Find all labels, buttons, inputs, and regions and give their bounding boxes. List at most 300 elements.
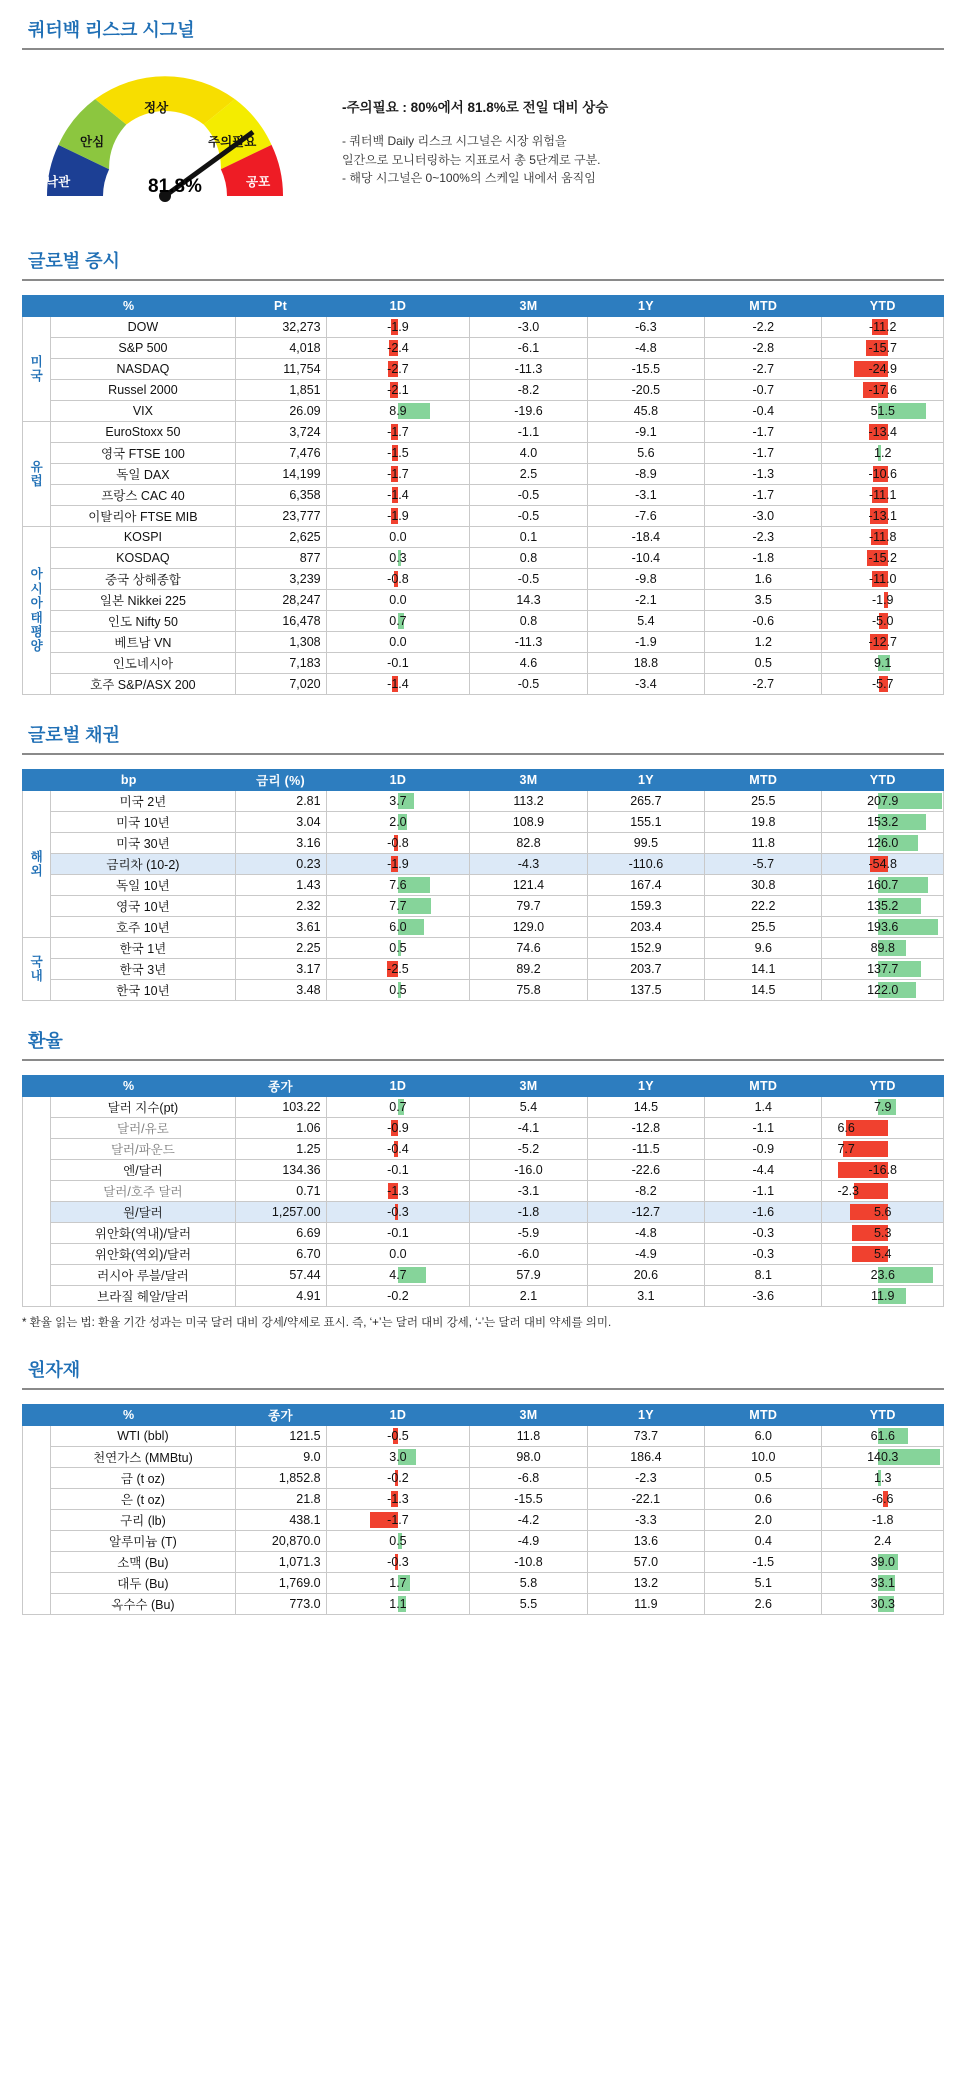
col-header-mtd: MTD — [705, 770, 822, 791]
row-name: 독일 10년 — [51, 875, 235, 896]
table-row — [23, 443, 944, 464]
row-ytd: -6.6 — [822, 1489, 944, 1510]
row-mtd: 1.4 — [705, 1097, 822, 1118]
row-name: 금 (t oz) — [51, 1468, 235, 1489]
table-row — [23, 1265, 944, 1286]
row-3m: 79.7 — [470, 896, 587, 917]
row-name: 브라질 헤알/달러 — [51, 1286, 235, 1307]
col-header-ytd: YTD — [822, 770, 944, 791]
row-close: 121.5 — [235, 1426, 326, 1447]
row-1y: 13.2 — [587, 1573, 704, 1594]
row-1y: -6.3 — [587, 317, 704, 338]
row-pt: 7,183 — [235, 653, 326, 674]
col-header-mtd: MTD — [705, 296, 822, 317]
table-row — [23, 485, 944, 506]
bond-table — [22, 769, 944, 1001]
row-1y: 18.8 — [587, 653, 704, 674]
table-row — [23, 875, 944, 896]
row-name: 미국 2년 — [51, 791, 235, 812]
row-3m: -3.0 — [470, 317, 587, 338]
row-ytd: -24.9 — [822, 359, 944, 380]
row-ytd: 1.2 — [822, 443, 944, 464]
row-name: 구리 (lb) — [51, 1510, 235, 1531]
row-name: Russel 2000 — [51, 380, 235, 401]
gauge-note-line-2: 일간으로 모니터링하는 지표로서 총 5단계로 구분. — [342, 152, 601, 167]
table-row — [23, 1447, 944, 1468]
col-header-close: 종가 — [235, 1405, 326, 1426]
row-mtd: -4.4 — [705, 1160, 822, 1181]
row-close: 9.0 — [235, 1447, 326, 1468]
row-1d: -2.1 — [326, 380, 470, 401]
col-header-mtd: MTD — [705, 1405, 822, 1426]
row-name: 영국 10년 — [51, 896, 235, 917]
row-close: 4.91 — [235, 1286, 326, 1307]
row-ytd: -2.3 — [822, 1181, 944, 1202]
row-yield: 2.32 — [235, 896, 326, 917]
row-mtd: 30.8 — [705, 875, 822, 896]
divider — [22, 1388, 944, 1390]
table-row — [23, 1531, 944, 1552]
row-1y: 203.7 — [587, 959, 704, 980]
table-row — [23, 317, 944, 338]
row-3m: 4.0 — [470, 443, 587, 464]
row-name: VIX — [51, 401, 235, 422]
row-1d: 0.7 — [326, 611, 470, 632]
table-row — [23, 1202, 944, 1223]
row-mtd: 0.5 — [705, 1468, 822, 1489]
row-1d: -0.1 — [326, 1160, 470, 1181]
row-name: 프랑스 CAC 40 — [51, 485, 235, 506]
table-row — [23, 422, 944, 443]
row-mtd: -1.7 — [705, 485, 822, 506]
row-mtd: -1.1 — [705, 1181, 822, 1202]
row-3m: -5.9 — [470, 1223, 587, 1244]
row-pt: 11,754 — [235, 359, 326, 380]
row-mtd: -2.2 — [705, 317, 822, 338]
col-header-1y: 1Y — [587, 296, 704, 317]
row-name: 한국 3년 — [51, 959, 235, 980]
commodity-section — [0, 1356, 966, 1390]
row-name: 알루미늄 (T) — [51, 1531, 235, 1552]
row-1d: -0.3 — [326, 1552, 470, 1573]
row-name: 미국 10년 — [51, 812, 235, 833]
row-3m: -0.5 — [470, 506, 587, 527]
row-mtd: -1.7 — [705, 443, 822, 464]
col-header-pct: % — [23, 1405, 236, 1426]
bond-section — [0, 721, 966, 755]
table-row — [23, 632, 944, 653]
row-1d: -1.3 — [326, 1181, 470, 1202]
row-pt: 6,358 — [235, 485, 326, 506]
col-header-1y: 1Y — [587, 770, 704, 791]
row-1y: -15.5 — [587, 359, 704, 380]
gauge-note-line-1: - 쿼터백 Daily 리스크 시그널은 시장 위험을 — [342, 134, 567, 148]
row-1y: -110.6 — [587, 854, 704, 875]
row-mtd: 9.6 — [705, 938, 822, 959]
row-1d: 1.7 — [326, 1573, 470, 1594]
col-header-1d: 1D — [326, 296, 470, 317]
row-name: 인도네시아 — [51, 653, 235, 674]
row-1y: -9.1 — [587, 422, 704, 443]
table-row — [23, 1118, 944, 1139]
row-ytd: 153.2 — [822, 812, 944, 833]
row-ytd: 126.0 — [822, 833, 944, 854]
row-mtd: 1.2 — [705, 632, 822, 653]
row-name: NASDAQ — [51, 359, 235, 380]
row-yield: 3.04 — [235, 812, 326, 833]
table-row — [23, 1286, 944, 1307]
row-mtd: -0.3 — [705, 1223, 822, 1244]
row-pt: 26.09 — [235, 401, 326, 422]
row-1d: -1.9 — [326, 317, 470, 338]
row-1y: -4.8 — [587, 338, 704, 359]
row-ytd: 5.4 — [822, 1244, 944, 1265]
row-1d: -0.2 — [326, 1468, 470, 1489]
row-mtd: -0.9 — [705, 1139, 822, 1160]
row-1d: 0.0 — [326, 527, 470, 548]
row-1y: 137.5 — [587, 980, 704, 1001]
table-row — [23, 1426, 944, 1447]
col-header-1y: 1Y — [587, 1076, 704, 1097]
row-name: 베트남 VN — [51, 632, 235, 653]
row-mtd: -2.7 — [705, 674, 822, 695]
row-3m: 11.8 — [470, 1426, 587, 1447]
report-page — [0, 16, 966, 1635]
row-3m: 5.8 — [470, 1573, 587, 1594]
equity-section — [0, 247, 966, 281]
row-yield: 3.48 — [235, 980, 326, 1001]
row-ytd: -12.7 — [822, 632, 944, 653]
table-row — [23, 359, 944, 380]
row-ytd: 51.5 — [822, 401, 944, 422]
row-name: 대두 (Bu) — [51, 1573, 235, 1594]
row-ytd: 89.8 — [822, 938, 944, 959]
row-ytd: -54.8 — [822, 854, 944, 875]
row-ytd: -1.8 — [822, 1510, 944, 1531]
row-pt: 4,018 — [235, 338, 326, 359]
row-1d: -1.4 — [326, 674, 470, 695]
row-yield: 3.16 — [235, 833, 326, 854]
table-row — [23, 1573, 944, 1594]
row-name: 천연가스 (MMBtu) — [51, 1447, 235, 1468]
row-1y: 73.7 — [587, 1426, 704, 1447]
row-ytd: 11.9 — [822, 1286, 944, 1307]
risk-signal-section — [0, 16, 966, 50]
row-3m: 129.0 — [470, 917, 587, 938]
group-label-domestic: 국 내 — [23, 938, 51, 1001]
row-pt: 32,273 — [235, 317, 326, 338]
table-row — [23, 464, 944, 485]
table-row — [23, 980, 944, 1001]
row-ytd: -15.2 — [822, 548, 944, 569]
row-3m: -11.3 — [470, 359, 587, 380]
row-close: 6.69 — [235, 1223, 326, 1244]
row-name: 위안화(역내)/달러 — [51, 1223, 235, 1244]
gauge-value: 81.8% — [148, 176, 202, 197]
row-3m: -0.5 — [470, 485, 587, 506]
row-pt: 3,724 — [235, 422, 326, 443]
row-1d: -0.1 — [326, 653, 470, 674]
row-1d: 8.9 — [326, 401, 470, 422]
row-3m: 0.8 — [470, 548, 587, 569]
row-name: 한국 10년 — [51, 980, 235, 1001]
row-ytd: 1.3 — [822, 1468, 944, 1489]
table-row — [23, 1160, 944, 1181]
gauge-label-optimistic: 낙관 — [46, 175, 71, 189]
row-3m: 98.0 — [470, 1447, 587, 1468]
row-name: 이탈리아 FTSE MIB — [51, 506, 235, 527]
row-1d: 0.0 — [326, 632, 470, 653]
row-yield: 3.61 — [235, 917, 326, 938]
table-row — [23, 1139, 944, 1160]
table-row — [23, 1244, 944, 1265]
divider — [22, 753, 944, 755]
row-close: 21.8 — [235, 1489, 326, 1510]
row-ytd: 61.6 — [822, 1426, 944, 1447]
row-mtd: -0.6 — [705, 611, 822, 632]
bond-title: 글로벌 채권 — [28, 725, 120, 745]
row-1y: 20.6 — [587, 1265, 704, 1286]
row-name: 달러/유로 — [51, 1118, 235, 1139]
table-row — [23, 854, 944, 875]
row-1d: -0.1 — [326, 1223, 470, 1244]
row-name: 달러 지수(pt) — [51, 1097, 235, 1118]
row-mtd: -1.6 — [705, 1202, 822, 1223]
table-row — [23, 938, 944, 959]
row-ytd: 6.6 — [822, 1118, 944, 1139]
row-close: 57.44 — [235, 1265, 326, 1286]
row-1y: 265.7 — [587, 791, 704, 812]
row-3m: 2.5 — [470, 464, 587, 485]
table-row — [23, 611, 944, 632]
row-name: 원/달러 — [51, 1202, 235, 1223]
row-3m: -1.1 — [470, 422, 587, 443]
row-1y: -10.4 — [587, 548, 704, 569]
row-mtd: 1.6 — [705, 569, 822, 590]
row-1y: 45.8 — [587, 401, 704, 422]
row-pt: 7,020 — [235, 674, 326, 695]
row-1d: -0.8 — [326, 569, 470, 590]
row-mtd: 8.1 — [705, 1265, 822, 1286]
row-3m: 108.9 — [470, 812, 587, 833]
col-header-1d: 1D — [326, 1405, 470, 1426]
row-1y: 3.1 — [587, 1286, 704, 1307]
row-1d: -0.3 — [326, 1202, 470, 1223]
row-mtd: -0.7 — [705, 380, 822, 401]
row-3m: -16.0 — [470, 1160, 587, 1181]
row-name: 한국 1년 — [51, 938, 235, 959]
row-3m: 0.1 — [470, 527, 587, 548]
row-ytd: -5.0 — [822, 611, 944, 632]
row-ytd: -10.6 — [822, 464, 944, 485]
gauge-headline: -주의필요 : 80%에서 81.8%로 전일 대비 상승 — [342, 100, 609, 115]
row-name: 인도 Nifty 50 — [51, 611, 235, 632]
row-1d: -1.7 — [326, 464, 470, 485]
row-close: 1.25 — [235, 1139, 326, 1160]
row-name: 일본 Nikkei 225 — [51, 590, 235, 611]
row-name: 러시아 루블/달러 — [51, 1265, 235, 1286]
row-name: 은 (t oz) — [51, 1489, 235, 1510]
group-label-us: 미 국 — [23, 317, 51, 422]
row-3m: -5.2 — [470, 1139, 587, 1160]
row-ytd: -11.2 — [822, 317, 944, 338]
table-row — [23, 833, 944, 854]
col-header-3m: 3M — [470, 770, 587, 791]
row-1d: -0.8 — [326, 833, 470, 854]
row-close: 103.22 — [235, 1097, 326, 1118]
row-1d: 0.5 — [326, 980, 470, 1001]
row-3m: -4.2 — [470, 1510, 587, 1531]
row-1y: -12.8 — [587, 1118, 704, 1139]
row-3m: -6.0 — [470, 1244, 587, 1265]
row-3m: -0.5 — [470, 569, 587, 590]
row-1y: -8.2 — [587, 1181, 704, 1202]
row-3m: -4.1 — [470, 1118, 587, 1139]
col-header-pct: % — [23, 296, 236, 317]
row-yield: 0.23 — [235, 854, 326, 875]
divider — [22, 1059, 944, 1061]
row-mtd: -1.7 — [705, 422, 822, 443]
row-close: 6.70 — [235, 1244, 326, 1265]
row-name: 미국 30년 — [51, 833, 235, 854]
row-1y: -3.3 — [587, 1510, 704, 1531]
row-1y: -18.4 — [587, 527, 704, 548]
row-1d: 0.7 — [326, 1097, 470, 1118]
row-close: 1,769.0 — [235, 1573, 326, 1594]
row-ytd: 9.1 — [822, 653, 944, 674]
row-ytd: -11.0 — [822, 569, 944, 590]
equity-table — [22, 295, 944, 695]
row-ytd: 30.3 — [822, 1594, 944, 1615]
table-row — [23, 674, 944, 695]
row-pt: 1,308 — [235, 632, 326, 653]
col-header-pt: Pt — [235, 296, 326, 317]
table-row — [23, 1510, 944, 1531]
row-3m: -6.1 — [470, 338, 587, 359]
table-row — [23, 1552, 944, 1573]
gauge-label-normal: 정상 — [144, 101, 169, 115]
table-row — [23, 380, 944, 401]
row-1y: 99.5 — [587, 833, 704, 854]
row-name: WTI (bbl) — [51, 1426, 235, 1447]
row-pt: 23,777 — [235, 506, 326, 527]
row-1y: -4.8 — [587, 1223, 704, 1244]
row-1y: 152.9 — [587, 938, 704, 959]
row-name: DOW — [51, 317, 235, 338]
row-ytd: 7.9 — [822, 1097, 944, 1118]
table-row — [23, 338, 944, 359]
gauge-block — [0, 50, 966, 221]
row-name: KOSDAQ — [51, 548, 235, 569]
table-header-row — [23, 1405, 944, 1426]
row-1d: 0.0 — [326, 1244, 470, 1265]
row-1y: 11.9 — [587, 1594, 704, 1615]
row-pt: 1,851 — [235, 380, 326, 401]
row-close: 773.0 — [235, 1594, 326, 1615]
row-pt: 14,199 — [235, 464, 326, 485]
row-mtd: 22.2 — [705, 896, 822, 917]
row-1d: -0.2 — [326, 1286, 470, 1307]
row-3m: -8.2 — [470, 380, 587, 401]
row-1y: -2.1 — [587, 590, 704, 611]
row-mtd: 10.0 — [705, 1447, 822, 1468]
row-pt: 7,476 — [235, 443, 326, 464]
row-3m: -4.3 — [470, 854, 587, 875]
row-1y: -11.5 — [587, 1139, 704, 1160]
row-1y: 14.5 — [587, 1097, 704, 1118]
row-close: 1.06 — [235, 1118, 326, 1139]
row-3m: 75.8 — [470, 980, 587, 1001]
row-mtd: 0.4 — [705, 1531, 822, 1552]
row-mtd: -3.6 — [705, 1286, 822, 1307]
col-header-ytd: YTD — [822, 1405, 944, 1426]
row-1y: 203.4 — [587, 917, 704, 938]
row-mtd: 25.5 — [705, 791, 822, 812]
row-mtd: 11.8 — [705, 833, 822, 854]
table-row — [23, 917, 944, 938]
row-mtd: -5.7 — [705, 854, 822, 875]
row-yield: 1.43 — [235, 875, 326, 896]
row-3m: -1.8 — [470, 1202, 587, 1223]
row-name: 영국 FTSE 100 — [51, 443, 235, 464]
row-3m: 0.8 — [470, 611, 587, 632]
row-pt: 28,247 — [235, 590, 326, 611]
row-1d: 3.7 — [326, 791, 470, 812]
row-1y: -1.9 — [587, 632, 704, 653]
commodity-title: 원자재 — [28, 1360, 81, 1380]
row-name: EuroStoxx 50 — [51, 422, 235, 443]
row-1d: 0.0 — [326, 590, 470, 611]
table-row — [23, 1097, 944, 1118]
row-ytd: 160.7 — [822, 875, 944, 896]
row-3m: -15.5 — [470, 1489, 587, 1510]
group-label-europe: 유 럽 — [23, 422, 51, 527]
row-1d: 0.5 — [326, 1531, 470, 1552]
row-ytd: -16.8 — [822, 1160, 944, 1181]
row-mtd: 5.1 — [705, 1573, 822, 1594]
gauge-label-relief: 안심 — [80, 135, 105, 149]
col-header-ytd: YTD — [822, 296, 944, 317]
row-1y: 5.6 — [587, 443, 704, 464]
row-3m: -19.6 — [470, 401, 587, 422]
row-ytd: 23.6 — [822, 1265, 944, 1286]
row-ytd: 137.7 — [822, 959, 944, 980]
row-3m: 113.2 — [470, 791, 587, 812]
row-ytd: -11.1 — [822, 485, 944, 506]
row-3m: 14.3 — [470, 590, 587, 611]
row-name: 호주 10년 — [51, 917, 235, 938]
row-ytd: -13.4 — [822, 422, 944, 443]
row-3m: 5.5 — [470, 1594, 587, 1615]
table-row — [23, 548, 944, 569]
table-row — [23, 590, 944, 611]
row-1d: -2.4 — [326, 338, 470, 359]
row-1d: -1.5 — [326, 443, 470, 464]
col-header-ytd: YTD — [822, 1076, 944, 1097]
group-label-overseas: 해 외 — [23, 791, 51, 938]
row-1d: 6.0 — [326, 917, 470, 938]
row-close: 1,852.8 — [235, 1468, 326, 1489]
fx-section — [0, 1027, 966, 1061]
col-header-3m: 3M — [470, 1076, 587, 1097]
col-header-1y: 1Y — [587, 1405, 704, 1426]
row-mtd: 0.6 — [705, 1489, 822, 1510]
row-close: 0.71 — [235, 1181, 326, 1202]
row-1d: -0.4 — [326, 1139, 470, 1160]
row-mtd: 14.5 — [705, 980, 822, 1001]
row-3m: 57.9 — [470, 1265, 587, 1286]
row-1y: 13.6 — [587, 1531, 704, 1552]
